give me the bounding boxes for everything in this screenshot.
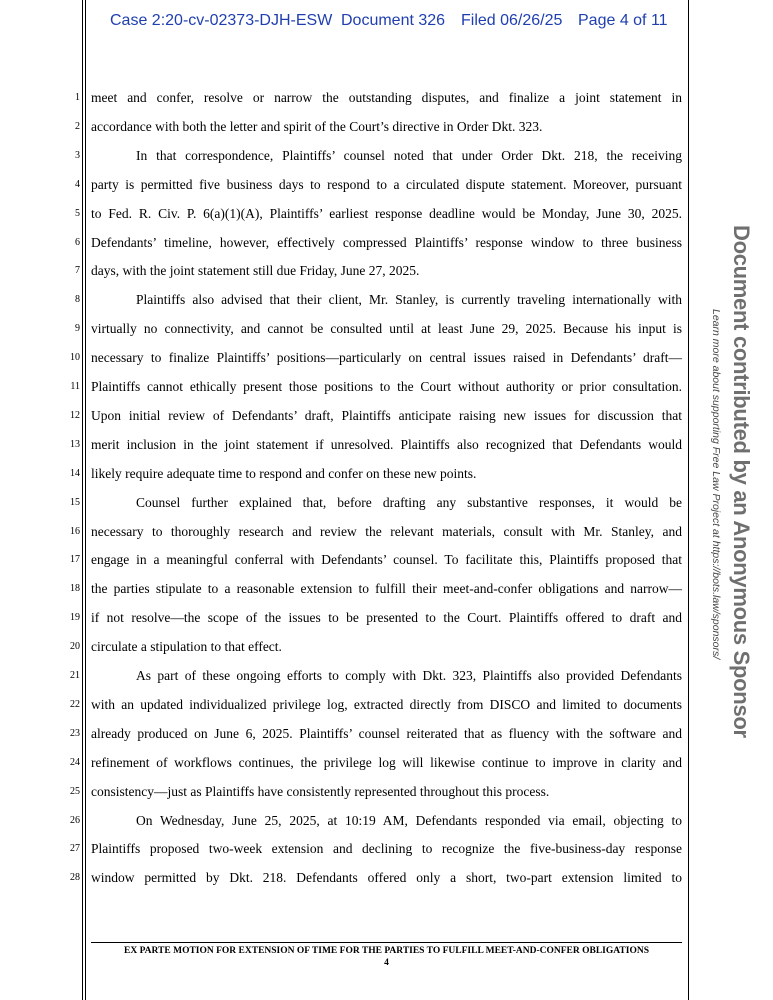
left-margin-rule bbox=[82, 0, 83, 1000]
text-line: window permitted by Dkt. 218. Defendants offered only a short, two-part extension limited to bbox=[91, 870, 682, 886]
line-number: 28 bbox=[70, 872, 80, 884]
text-line: necessary to finalize Plaintiffs’ positions—particularly on central issues raised in Defendants’ draft— bbox=[91, 350, 682, 366]
footer-title: EX PARTE MOTION FOR EXTENSION OF TIME FOR THE PARTIES TO FULFILL MEET-AND-CONFER OBLIGATIONS bbox=[124, 946, 649, 956]
text-line: Plaintiffs cannot ethically present those positions to the Court without authority or prior consultation. bbox=[91, 379, 682, 394]
line-number: 12 bbox=[70, 409, 80, 421]
text-line: likely require adequate time to respond and confer on these new points. bbox=[91, 465, 477, 481]
right-margin-rule bbox=[688, 0, 689, 1000]
ecf-header bbox=[0, 12, 773, 36]
text-line: merit inclusion in the joint statement if unresolved. Plaintiffs also recognized that Defendants would bbox=[91, 436, 682, 452]
line-number: 9 bbox=[75, 323, 80, 335]
text-line: the parties stipulate to a reasonable extension to fulfill their meet-and-confer obligations and narrow— bbox=[91, 581, 682, 597]
text-line: accordance with both the letter and spirit of the Court’s directive in Order Dkt. 323. bbox=[91, 118, 543, 134]
line-number: 10 bbox=[70, 352, 80, 364]
line-number: 11 bbox=[70, 381, 80, 392]
text-line: Counsel further explained that, before drafting any substantive responses, it would be bbox=[136, 494, 682, 510]
text-line: As part of these ongoing efforts to comply with Dkt. 323, Plaintiffs also provided Defendants bbox=[136, 668, 682, 683]
sponsor-watermark bbox=[708, 225, 762, 775]
line-number: 14 bbox=[70, 467, 80, 479]
footer-divider bbox=[91, 942, 682, 943]
line-number: 2 bbox=[75, 120, 80, 132]
line-number: 5 bbox=[75, 207, 80, 219]
sponsor-title: Document contributed by an Anonymous Sponsor bbox=[729, 225, 754, 738]
line-number: 4 bbox=[75, 178, 80, 190]
text-line: virtually no connectivity, and cannot be consulted until at least June 29, 2025. Because his input is bbox=[91, 321, 682, 337]
text-line: In that correspondence, Plaintiffs’ counsel noted that under Order Dkt. 218, the receiving bbox=[136, 147, 682, 163]
footer-page-number: 4 bbox=[384, 958, 389, 968]
text-line: On Wednesday, June 25, 2025, at 10:19 AM, Defendants responded via email, objecting to bbox=[136, 812, 682, 828]
document-number: Document 326 bbox=[341, 12, 446, 29]
line-number: 17 bbox=[70, 554, 80, 566]
text-line: to Fed. R. Civ. P. 6(a)(1)(A), Plaintiffs’ earliest response deadline would be Monday, June 30, 2025. bbox=[91, 205, 682, 221]
line-number: 3 bbox=[75, 149, 80, 161]
text-line: necessary to thoroughly research and review the relevant materials, consult with Mr. Stanley, and bbox=[91, 523, 682, 539]
left-margin-rule-inner bbox=[85, 0, 86, 1000]
line-number: 6 bbox=[75, 236, 80, 248]
text-line: consistency—just as Plaintiffs have consistently represented throughout this process. bbox=[91, 783, 550, 799]
case-number: Case 2:20-cv-02373-DJH-ESW bbox=[110, 12, 333, 29]
text-line: Plaintiffs proposed two-week extension and declining to recognize the five-business-day response bbox=[91, 841, 682, 857]
sponsor-link-text: Learn more about supporting Free Law Project at https://bots.law/sponsors/ bbox=[710, 309, 722, 660]
line-number: 21 bbox=[70, 670, 80, 681]
line-number: 19 bbox=[70, 612, 80, 624]
text-line: circulate a stipulation to that effect. bbox=[91, 639, 282, 655]
line-number: 13 bbox=[70, 438, 80, 450]
text-line: Plaintiffs also advised that their client, Mr. Stanley, is currently traveling internationally with bbox=[136, 292, 682, 308]
page-count: Page 4 of 11 bbox=[578, 12, 668, 29]
text-line: refinement of workflows continues, the privilege log will likewise continue to improve in clarity and bbox=[91, 754, 682, 770]
text-line: Upon initial review of Defendants’ draft, Plaintiffs anticipate raising new issues for discussion that bbox=[91, 407, 682, 423]
line-number: 15 bbox=[70, 496, 80, 508]
text-line: party is permitted five business days to respond to a circulated dispute statement. Moreover, pursuant bbox=[91, 176, 682, 192]
line-number: 27 bbox=[70, 843, 80, 855]
text-line: meet and confer, resolve or narrow the outstanding disputes, and finalize a joint statement in bbox=[91, 90, 682, 105]
line-number: 23 bbox=[70, 727, 80, 739]
text-line: days, with the joint statement still due Friday, June 27, 2025. bbox=[91, 263, 420, 279]
line-number: 7 bbox=[75, 265, 80, 277]
line-number: 18 bbox=[70, 583, 80, 595]
line-number: 20 bbox=[70, 641, 80, 653]
line-number: 8 bbox=[75, 294, 80, 306]
text-line: if not resolve—the scope of the issues to be presented to the Court. Plaintiffs offered to draft and bbox=[91, 610, 682, 626]
text-line: engage in a meaningful conferral with Defendants’ counsel. To facilitate this, Plaintiffs proposed that bbox=[91, 552, 682, 568]
line-number: 26 bbox=[70, 814, 80, 826]
line-number: 1 bbox=[75, 92, 80, 103]
line-number: 16 bbox=[70, 525, 80, 537]
line-number: 25 bbox=[70, 785, 80, 797]
text-line: with an updated individualized privilege log, extracted directly from DISCO and limited to documents bbox=[91, 696, 682, 712]
text-line: already produced on June 6, 2025. Plaintiffs’ counsel reiterated that as fluency with the software and bbox=[91, 725, 682, 741]
filed-date: Filed 06/26/25 bbox=[461, 12, 563, 29]
line-number: 22 bbox=[70, 698, 80, 710]
line-number: 24 bbox=[70, 756, 80, 768]
text-line: Defendants’ timeline, however, effectively compressed Plaintiffs’ response window to three business bbox=[91, 234, 682, 250]
